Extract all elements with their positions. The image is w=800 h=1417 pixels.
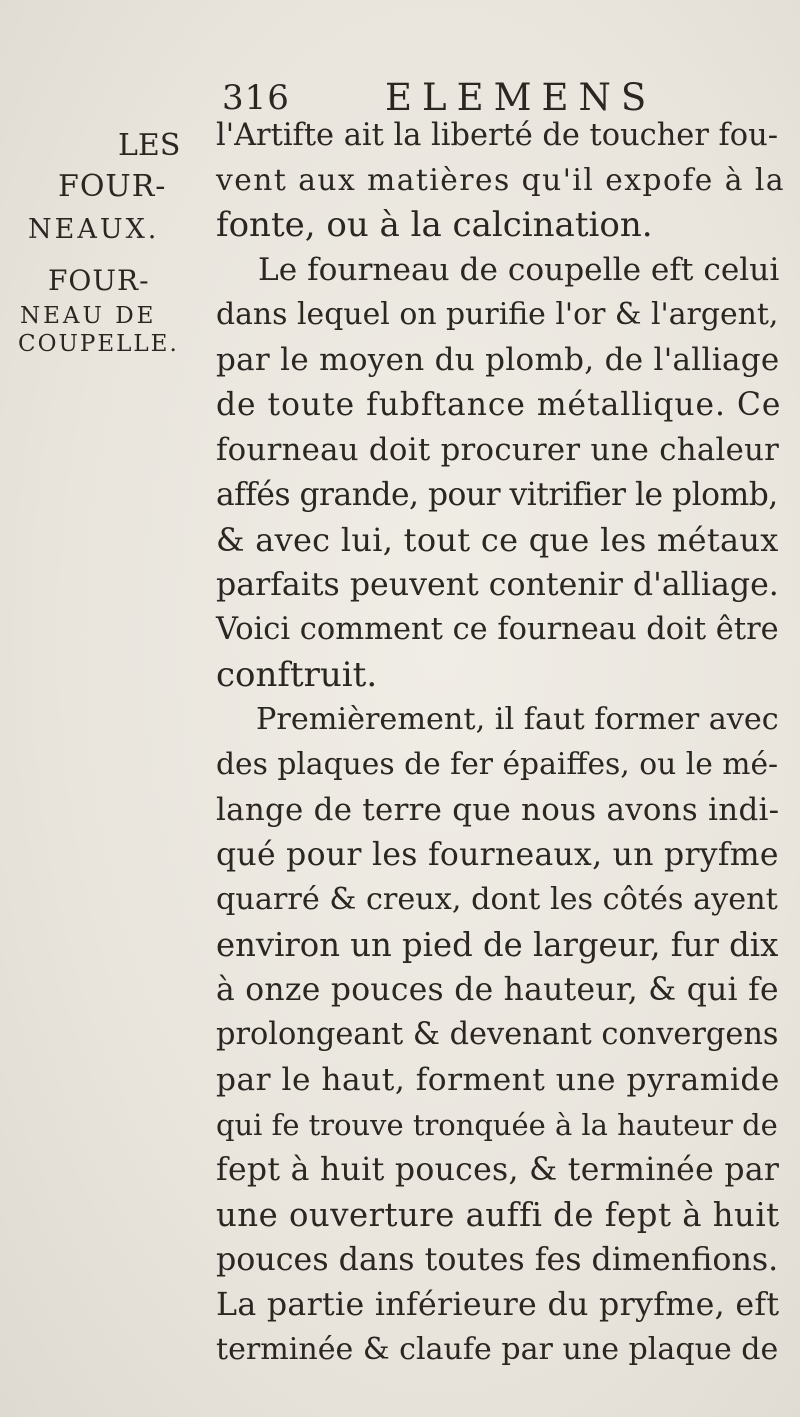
text-line: environ un pied de largeur, fur dix — [216, 926, 779, 964]
text-line: fept à huit pouces, & terminée par — [216, 1152, 780, 1188]
text-line: vent aux matières qu'il expofe à la — [216, 162, 786, 197]
text-line: qué pour les fourneaux, un pryfme — [216, 837, 779, 873]
running-title: ELEMENS — [385, 76, 657, 119]
text-line: quarré & creux, dont les côtés ayent — [216, 882, 778, 917]
text-line: pouces dans toutes fes dimenfions. — [216, 1242, 779, 1278]
margin-note: LES — [118, 128, 181, 163]
text-line: de toute fubftance métallique. Ce — [216, 387, 782, 423]
text-line: à onze pouces de hauteur, & qui fe — [216, 972, 779, 1008]
text-line: fourneau doit procurer une chaleur — [216, 432, 780, 468]
text-line: fonte, ou à la calcination. — [216, 205, 653, 245]
page-number: 316 — [222, 78, 290, 118]
text-line: & avec lui, tout ce que les métaux — [216, 521, 779, 559]
margin-note: COUPELLE. — [18, 331, 179, 357]
text-line: affés grande, pour vitrifier le plomb, — [216, 477, 778, 513]
text-line: prolongeant & devenant convergens — [216, 1017, 779, 1052]
text-line: des plaques de fer épaiffes, ou le mé- — [216, 747, 779, 782]
text-line: Le fourneau de coupelle eft celui — [258, 252, 780, 288]
text-line: qui fe trouve tronquée à la hauteur de — [216, 1108, 778, 1142]
text-line: lange de terre que nous avons indi- — [216, 792, 780, 828]
text-line: une ouverture auffi de fept à huit — [216, 1196, 780, 1234]
margin-note: FOUR- — [48, 264, 150, 297]
margin-note: FOUR- — [58, 169, 167, 204]
text-line: dans lequel on purifie l'or & l'argent, — [216, 297, 779, 332]
text-line: La partie inférieure du pryfme, eft — [216, 1287, 780, 1323]
text-line: conftruit. — [216, 655, 378, 695]
text-line: l'Artifte ait la liberté de toucher fou- — [216, 118, 778, 153]
text-line: par le haut, forment une pyramide — [216, 1062, 780, 1098]
text-line: terminée & claufe par une plaque de — [216, 1332, 779, 1367]
text-line: Premièrement, il faut former avec — [256, 702, 779, 737]
text-line: par le moyen du plomb, de l'alliage — [216, 342, 780, 378]
margin-note: NEAUX. — [28, 214, 160, 245]
text-line: Voici comment ce fourneau doit être — [216, 612, 779, 647]
text-line: parfaits peuvent contenir d'alliage. — [216, 567, 779, 603]
margin-note: NEAU DE — [20, 303, 157, 329]
